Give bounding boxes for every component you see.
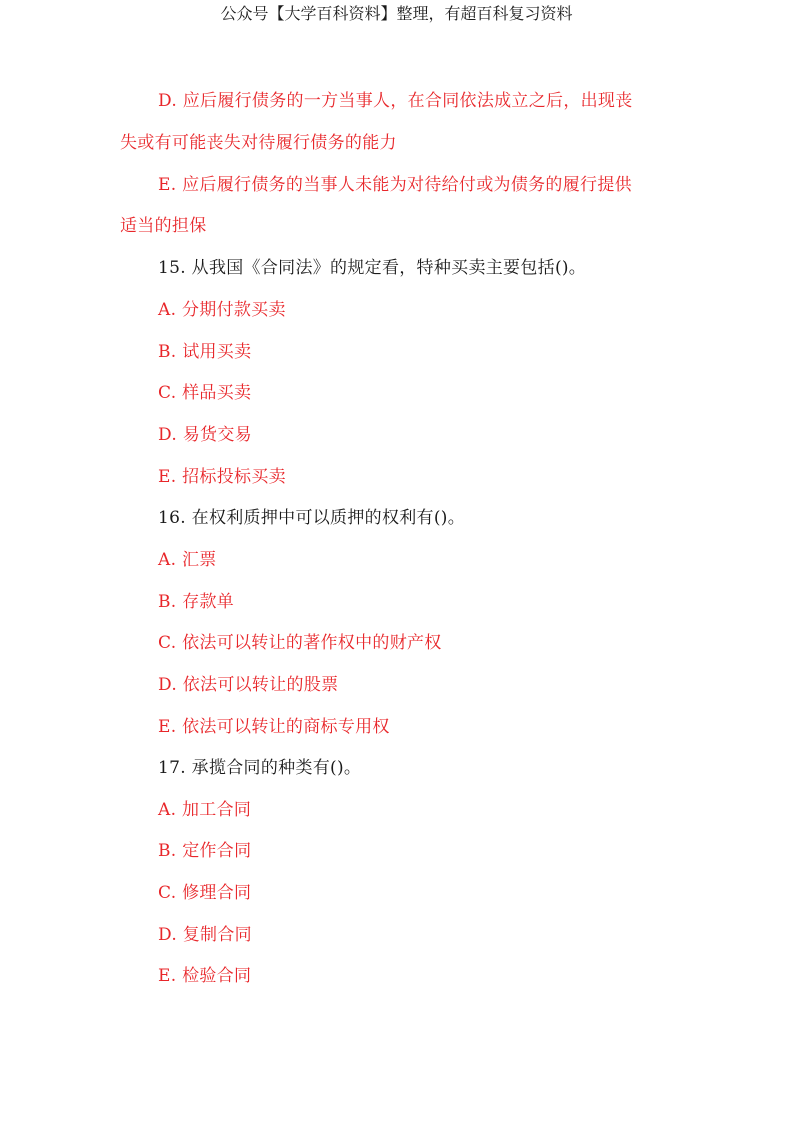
q17-option-e: E. 检验合同	[158, 966, 252, 986]
q17-option-c: C. 修理合同	[158, 883, 252, 903]
q17-option-b: B. 定作合同	[158, 841, 252, 861]
option-d-line-1: D. 应后履行债务的一方当事人，在合同依法成立之后，出现丧	[158, 91, 633, 111]
page-header: 公众号【大学百科资料】整理，有超百科复习资料	[220, 4, 573, 23]
q16-option-c: C. 依法可以转让的著作权中的财产权	[158, 633, 442, 653]
option-e-line-2: 适当的担保	[120, 216, 207, 236]
q15-option-a: A. 分期付款买卖	[158, 300, 286, 320]
q15-option-d: D. 易货交易	[158, 425, 252, 445]
q15-option-b: B. 试用买卖	[158, 342, 252, 362]
q15-option-e: E. 招标投标买卖	[158, 467, 286, 487]
q16-option-a: A. 汇票	[158, 550, 217, 570]
option-e-line-1: E. 应后履行债务的当事人未能为对待给付或为债务的履行提供	[158, 175, 632, 195]
q16-option-b: B. 存款单	[158, 592, 235, 612]
q16-option-e: E. 依法可以转让的商标专用权	[158, 717, 390, 737]
option-d-line-2: 失或有可能丧失对待履行债务的能力	[120, 133, 397, 153]
q16-option-d: D. 依法可以转让的股票	[158, 675, 339, 695]
question-17: 17. 承揽合同的种类有()。	[158, 758, 362, 778]
q17-option-a: A. 加工合同	[158, 800, 252, 820]
q17-option-d: D. 复制合同	[158, 925, 252, 945]
question-15: 15. 从我国《合同法》的规定看，特种买卖主要包括()。	[158, 258, 587, 278]
question-16: 16. 在权利质押中可以质押的权利有()。	[158, 508, 466, 528]
q15-option-c: C. 样品买卖	[158, 383, 252, 403]
